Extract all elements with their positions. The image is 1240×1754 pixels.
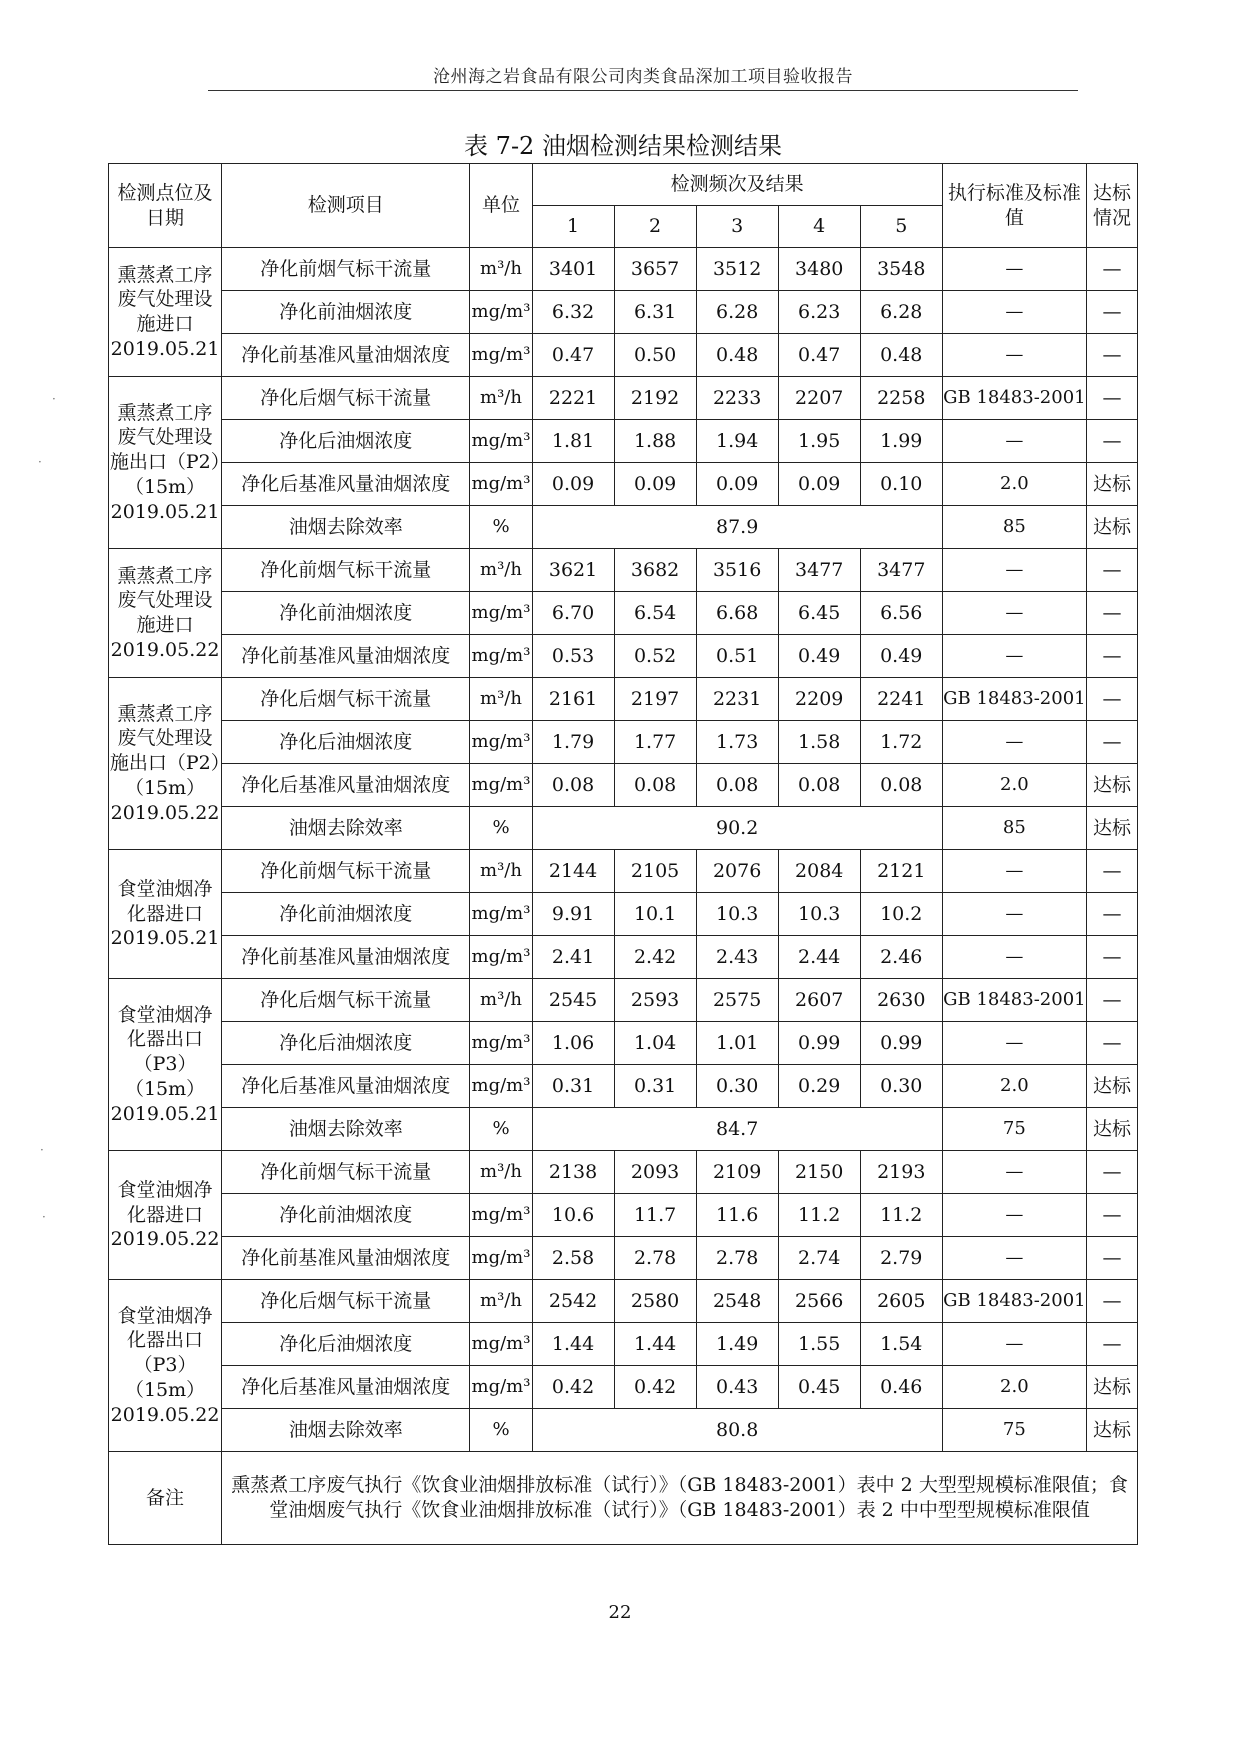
efficiency-value-cell: 90.2 (532, 807, 942, 850)
standard-cell: — (942, 1237, 1086, 1280)
location-date-cell: 熏蒸煮工序废气处理设施进口2019.05.21 (109, 248, 222, 377)
value-cell: 1.01 (696, 1022, 778, 1065)
value-cell: 0.99 (778, 1022, 860, 1065)
table-caption: 表 7-2 油烟检测结果检测结果 (464, 132, 782, 160)
result-cell: 达标 (1086, 1065, 1137, 1108)
value-cell: 0.51 (696, 635, 778, 678)
location-date-cell: 食堂油烟净化器出口（P3）（15m）2019.05.21 (109, 979, 222, 1151)
value-cell: 1.72 (860, 721, 942, 764)
unit-cell: % (470, 807, 532, 850)
value-cell: 1.55 (778, 1323, 860, 1366)
result-cell: 达标 (1086, 807, 1137, 850)
value-cell: 2607 (778, 979, 860, 1022)
value-cell: 3548 (860, 248, 942, 291)
value-cell: 2.74 (778, 1237, 860, 1280)
value-cell: 2.42 (614, 936, 696, 979)
standard-cell: 75 (942, 1108, 1086, 1151)
table-row (109, 291, 1138, 334)
value-cell: 0.29 (778, 1065, 860, 1108)
item-cell: 净化后油烟浓度 (222, 721, 470, 764)
value-cell: 6.70 (532, 592, 614, 635)
standard-cell: GB 18483-2001 (942, 979, 1086, 1022)
result-cell: — (1086, 1022, 1137, 1065)
unit-cell: mg/m³ (470, 936, 532, 979)
value-cell: 1.44 (532, 1323, 614, 1366)
value-cell: 2.41 (532, 936, 614, 979)
value-cell: 2542 (532, 1280, 614, 1323)
table-row (109, 1151, 1138, 1194)
efficiency-value-cell: 80.8 (532, 1409, 942, 1452)
unit-cell: mg/m³ (470, 1065, 532, 1108)
result-cell: — (1086, 334, 1137, 377)
efficiency-row (109, 1108, 1138, 1151)
value-cell: 9.91 (532, 893, 614, 936)
unit-cell: mg/m³ (470, 291, 532, 334)
value-cell: 0.49 (778, 635, 860, 678)
table-row (109, 1237, 1138, 1280)
item-cell: 净化前基准风量油烟浓度 (222, 1237, 470, 1280)
header-run: 1 (532, 206, 614, 248)
unit-cell: % (470, 506, 532, 549)
item-cell: 净化后基准风量油烟浓度 (222, 1366, 470, 1409)
result-cell: — (1086, 291, 1137, 334)
value-cell: 11.2 (860, 1194, 942, 1237)
value-cell: 10.3 (778, 893, 860, 936)
value-cell: 3480 (778, 248, 860, 291)
unit-cell: mg/m³ (470, 463, 532, 506)
result-cell: — (1086, 936, 1137, 979)
value-cell: 2121 (860, 850, 942, 893)
value-cell: 0.49 (860, 635, 942, 678)
unit-cell: m³/h (470, 850, 532, 893)
table-row (109, 1022, 1138, 1065)
value-cell: 2.78 (614, 1237, 696, 1280)
value-cell: 0.09 (696, 463, 778, 506)
table-row (109, 549, 1138, 592)
value-cell: 2209 (778, 678, 860, 721)
value-cell: 0.30 (696, 1065, 778, 1108)
value-cell: 3657 (614, 248, 696, 291)
unit-cell: m³/h (470, 549, 532, 592)
value-cell: 0.08 (696, 764, 778, 807)
value-cell: 1.44 (614, 1323, 696, 1366)
unit-cell: m³/h (470, 1280, 532, 1323)
location-date-cell: 熏蒸煮工序废气处理设施出口（P2）（15m）2019.05.22 (109, 678, 222, 850)
standard-cell: — (942, 334, 1086, 377)
standard-cell: 2.0 (942, 1065, 1086, 1108)
table-row (109, 721, 1138, 764)
value-cell: 1.79 (532, 721, 614, 764)
value-cell: 2258 (860, 377, 942, 420)
unit-cell: mg/m³ (470, 721, 532, 764)
standard-cell: — (942, 1151, 1086, 1194)
item-cell: 净化前烟气标干流量 (222, 248, 470, 291)
value-cell: 0.48 (696, 334, 778, 377)
value-cell: 0.08 (532, 764, 614, 807)
header-row (109, 164, 1138, 206)
value-cell: 2580 (614, 1280, 696, 1323)
location-date-cell: 食堂油烟净化器出口（P3）（15m）2019.05.22 (109, 1280, 222, 1452)
value-cell: 11.2 (778, 1194, 860, 1237)
result-cell: — (1086, 678, 1137, 721)
value-cell: 2192 (614, 377, 696, 420)
standard-cell: — (942, 291, 1086, 334)
remark-text: 熏蒸煮工序废气执行《饮食业油烟排放标准（试行）》（GB 18483-2001）表中 2 大型型规模标准限值；食堂油烟废气执行《饮食业油烟排放标准（试行）》（GB 18483-2001）表 2 中中型型规模标准限值 (222, 1452, 1138, 1545)
location-date-cell: 熏蒸煮工序废气处理设施出口（P2）（15m）2019.05.21 (109, 377, 222, 549)
table-row (109, 850, 1138, 893)
result-cell: — (1086, 377, 1137, 420)
value-cell: 2.79 (860, 1237, 942, 1280)
value-cell: 2093 (614, 1151, 696, 1194)
result-cell: 达标 (1086, 1409, 1137, 1452)
value-cell: 0.31 (614, 1065, 696, 1108)
value-cell: 2150 (778, 1151, 860, 1194)
standard-cell: 2.0 (942, 764, 1086, 807)
remark-row (109, 1452, 1138, 1545)
value-cell: 6.56 (860, 592, 942, 635)
value-cell: 11.6 (696, 1194, 778, 1237)
value-cell: 6.28 (696, 291, 778, 334)
item-cell: 净化后烟气标干流量 (222, 1280, 470, 1323)
value-cell: 2197 (614, 678, 696, 721)
remark-label: 备注 (109, 1452, 222, 1545)
table-row (109, 1194, 1138, 1237)
value-cell: 0.08 (860, 764, 942, 807)
value-cell: 0.50 (614, 334, 696, 377)
item-cell: 油烟去除效率 (222, 807, 470, 850)
value-cell: 0.42 (614, 1366, 696, 1409)
page-number: 22 (608, 1602, 632, 1623)
value-cell: 6.54 (614, 592, 696, 635)
standard-cell: — (942, 635, 1086, 678)
standard-cell: — (942, 936, 1086, 979)
value-cell: 3516 (696, 549, 778, 592)
value-cell: 2605 (860, 1280, 942, 1323)
table-row (109, 463, 1138, 506)
location-date-cell: 食堂油烟净化器进口2019.05.21 (109, 850, 222, 979)
value-cell: 2.44 (778, 936, 860, 979)
value-cell: 2161 (532, 678, 614, 721)
value-cell: 0.99 (860, 1022, 942, 1065)
value-cell: 0.08 (614, 764, 696, 807)
value-cell: 0.30 (860, 1065, 942, 1108)
value-cell: 6.23 (778, 291, 860, 334)
item-cell: 净化前基准风量油烟浓度 (222, 334, 470, 377)
scan-speck: · (38, 455, 42, 469)
value-cell: 0.46 (860, 1366, 942, 1409)
standard-cell: — (942, 1323, 1086, 1366)
value-cell: 2076 (696, 850, 778, 893)
standard-cell: 2.0 (942, 1366, 1086, 1409)
efficiency-row (109, 807, 1138, 850)
value-cell: 0.09 (614, 463, 696, 506)
result-cell: — (1086, 248, 1137, 291)
table-row (109, 1280, 1138, 1323)
result-cell: — (1086, 979, 1137, 1022)
result-cell: — (1086, 592, 1137, 635)
unit-cell: mg/m³ (470, 1022, 532, 1065)
report-header: 沧州海之岩食品有限公司肉类食品深加工项目验收报告 (433, 67, 853, 87)
result-cell: — (1086, 721, 1137, 764)
result-cell: 达标 (1086, 764, 1137, 807)
value-cell: 6.28 (860, 291, 942, 334)
value-cell: 0.31 (532, 1065, 614, 1108)
value-cell: 2193 (860, 1151, 942, 1194)
item-cell: 净化后基准风量油烟浓度 (222, 1065, 470, 1108)
unit-cell: m³/h (470, 1151, 532, 1194)
unit-cell: % (470, 1108, 532, 1151)
table-row (109, 420, 1138, 463)
unit-cell: mg/m³ (470, 334, 532, 377)
unit-cell: mg/m³ (470, 635, 532, 678)
unit-cell: mg/m³ (470, 764, 532, 807)
results-table (108, 163, 1138, 1545)
value-cell: 3682 (614, 549, 696, 592)
value-cell: 0.09 (778, 463, 860, 506)
value-cell: 0.10 (860, 463, 942, 506)
value-cell: 3401 (532, 248, 614, 291)
standard-cell: GB 18483-2001 (942, 377, 1086, 420)
standard-cell: — (942, 721, 1086, 764)
table-row (109, 334, 1138, 377)
item-cell: 净化前烟气标干流量 (222, 549, 470, 592)
item-cell: 油烟去除效率 (222, 1409, 470, 1452)
value-cell: 6.68 (696, 592, 778, 635)
unit-cell: m³/h (470, 979, 532, 1022)
value-cell: 2.46 (860, 936, 942, 979)
table-row (109, 678, 1138, 721)
value-cell: 0.08 (778, 764, 860, 807)
value-cell: 1.81 (532, 420, 614, 463)
value-cell: 2109 (696, 1151, 778, 1194)
value-cell: 2084 (778, 850, 860, 893)
table-row (109, 248, 1138, 291)
item-cell: 净化前烟气标干流量 (222, 1151, 470, 1194)
item-cell: 净化后烟气标干流量 (222, 678, 470, 721)
table-row (109, 1065, 1138, 1108)
table-row (109, 979, 1138, 1022)
item-cell: 净化前基准风量油烟浓度 (222, 936, 470, 979)
value-cell: 10.2 (860, 893, 942, 936)
value-cell: 10.3 (696, 893, 778, 936)
value-cell: 2548 (696, 1280, 778, 1323)
value-cell: 2105 (614, 850, 696, 893)
header-run: 4 (778, 206, 860, 248)
value-cell: 6.31 (614, 291, 696, 334)
value-cell: 1.54 (860, 1323, 942, 1366)
standard-cell: — (942, 1022, 1086, 1065)
value-cell: 2630 (860, 979, 942, 1022)
result-cell: — (1086, 635, 1137, 678)
value-cell: 2231 (696, 678, 778, 721)
item-cell: 净化后烟气标干流量 (222, 377, 470, 420)
header-run: 5 (860, 206, 942, 248)
unit-cell: mg/m³ (470, 893, 532, 936)
value-cell: 0.43 (696, 1366, 778, 1409)
value-cell: 2566 (778, 1280, 860, 1323)
header-frequency: 检测频次及结果 (532, 164, 942, 206)
unit-cell: m³/h (470, 248, 532, 291)
result-cell: — (1086, 850, 1137, 893)
standard-cell: 85 (942, 506, 1086, 549)
value-cell: 1.04 (614, 1022, 696, 1065)
unit-cell: mg/m³ (470, 1366, 532, 1409)
standard-cell: GB 18483-2001 (942, 1280, 1086, 1323)
item-cell: 净化后烟气标干流量 (222, 979, 470, 1022)
table-row (109, 764, 1138, 807)
value-cell: 0.53 (532, 635, 614, 678)
item-cell: 净化后油烟浓度 (222, 1022, 470, 1065)
table-row (109, 377, 1138, 420)
value-cell: 1.73 (696, 721, 778, 764)
value-cell: 2545 (532, 979, 614, 1022)
header-run: 2 (614, 206, 696, 248)
result-cell: — (1086, 1323, 1137, 1366)
scan-speck: · (42, 1210, 46, 1224)
unit-cell: m³/h (470, 678, 532, 721)
value-cell: 3477 (860, 549, 942, 592)
standard-cell: — (942, 893, 1086, 936)
result-cell: 达标 (1086, 1366, 1137, 1409)
scan-speck: · (40, 1143, 44, 1157)
standard-cell: 2.0 (942, 463, 1086, 506)
standard-cell: — (942, 420, 1086, 463)
value-cell: 2233 (696, 377, 778, 420)
item-cell: 净化前烟气标干流量 (222, 850, 470, 893)
value-cell: 1.58 (778, 721, 860, 764)
table-row (109, 936, 1138, 979)
value-cell: 2138 (532, 1151, 614, 1194)
value-cell: 2144 (532, 850, 614, 893)
item-cell: 净化后油烟浓度 (222, 1323, 470, 1366)
value-cell: 2.58 (532, 1237, 614, 1280)
unit-cell: m³/h (470, 377, 532, 420)
standard-cell: — (942, 248, 1086, 291)
item-cell: 净化前油烟浓度 (222, 893, 470, 936)
efficiency-row (109, 506, 1138, 549)
efficiency-value-cell: 87.9 (532, 506, 942, 549)
item-cell: 净化前油烟浓度 (222, 291, 470, 334)
value-cell: 2575 (696, 979, 778, 1022)
value-cell: 0.42 (532, 1366, 614, 1409)
value-cell: 0.52 (614, 635, 696, 678)
value-cell: 2221 (532, 377, 614, 420)
value-cell: 0.45 (778, 1366, 860, 1409)
item-cell: 油烟去除效率 (222, 506, 470, 549)
value-cell: 2241 (860, 678, 942, 721)
header-standard: 执行标准及标准值 (942, 164, 1086, 248)
value-cell: 1.49 (696, 1323, 778, 1366)
standard-cell: — (942, 592, 1086, 635)
standard-cell: — (942, 850, 1086, 893)
value-cell: 0.09 (532, 463, 614, 506)
value-cell: 2207 (778, 377, 860, 420)
item-cell: 油烟去除效率 (222, 1108, 470, 1151)
result-cell: 达标 (1086, 1108, 1137, 1151)
value-cell: 2.43 (696, 936, 778, 979)
result-cell: — (1086, 1194, 1137, 1237)
value-cell: 3621 (532, 549, 614, 592)
value-cell: 10.1 (614, 893, 696, 936)
standard-cell: 85 (942, 807, 1086, 850)
value-cell: 3477 (778, 549, 860, 592)
item-cell: 净化后基准风量油烟浓度 (222, 463, 470, 506)
value-cell: 1.88 (614, 420, 696, 463)
value-cell: 2593 (614, 979, 696, 1022)
item-cell: 净化前油烟浓度 (222, 1194, 470, 1237)
header-item: 检测项目 (222, 164, 470, 248)
result-cell: — (1086, 420, 1137, 463)
unit-cell: % (470, 1409, 532, 1452)
result-cell: 达标 (1086, 463, 1137, 506)
location-date-cell: 食堂油烟净化器进口2019.05.22 (109, 1151, 222, 1280)
standard-cell: — (942, 549, 1086, 592)
table-row (109, 592, 1138, 635)
header-run: 3 (696, 206, 778, 248)
table-row (109, 893, 1138, 936)
standard-cell: GB 18483-2001 (942, 678, 1086, 721)
unit-cell: mg/m³ (470, 592, 532, 635)
item-cell: 净化前油烟浓度 (222, 592, 470, 635)
header-divider (208, 90, 1078, 91)
value-cell: 0.47 (778, 334, 860, 377)
header-unit: 单位 (470, 164, 532, 248)
unit-cell: mg/m³ (470, 1194, 532, 1237)
value-cell: 6.32 (532, 291, 614, 334)
value-cell: 6.45 (778, 592, 860, 635)
value-cell: 1.99 (860, 420, 942, 463)
unit-cell: mg/m³ (470, 420, 532, 463)
result-cell: — (1086, 893, 1137, 936)
result-cell: 达标 (1086, 506, 1137, 549)
value-cell: 11.7 (614, 1194, 696, 1237)
value-cell: 0.47 (532, 334, 614, 377)
header-result: 达标情况 (1086, 164, 1137, 248)
scan-speck: · (52, 392, 56, 406)
value-cell: 1.06 (532, 1022, 614, 1065)
result-cell: — (1086, 1237, 1137, 1280)
unit-cell: mg/m³ (470, 1323, 532, 1366)
table-row (109, 1366, 1138, 1409)
table-row (109, 1323, 1138, 1366)
value-cell: 2.78 (696, 1237, 778, 1280)
value-cell: 1.95 (778, 420, 860, 463)
item-cell: 净化后油烟浓度 (222, 420, 470, 463)
efficiency-value-cell: 84.7 (532, 1108, 942, 1151)
location-date-cell: 熏蒸煮工序废气处理设施进口2019.05.22 (109, 549, 222, 678)
value-cell: 1.94 (696, 420, 778, 463)
table-row (109, 635, 1138, 678)
value-cell: 0.48 (860, 334, 942, 377)
result-cell: — (1086, 549, 1137, 592)
item-cell: 净化前基准风量油烟浓度 (222, 635, 470, 678)
item-cell: 净化后基准风量油烟浓度 (222, 764, 470, 807)
standard-cell: 75 (942, 1409, 1086, 1452)
value-cell: 3512 (696, 248, 778, 291)
result-cell: — (1086, 1280, 1137, 1323)
value-cell: 1.77 (614, 721, 696, 764)
value-cell: 10.6 (532, 1194, 614, 1237)
result-cell: — (1086, 1151, 1137, 1194)
efficiency-row (109, 1409, 1138, 1452)
unit-cell: mg/m³ (470, 1237, 532, 1280)
standard-cell: — (942, 1194, 1086, 1237)
header-location-date: 检测点位及日期 (109, 164, 222, 248)
